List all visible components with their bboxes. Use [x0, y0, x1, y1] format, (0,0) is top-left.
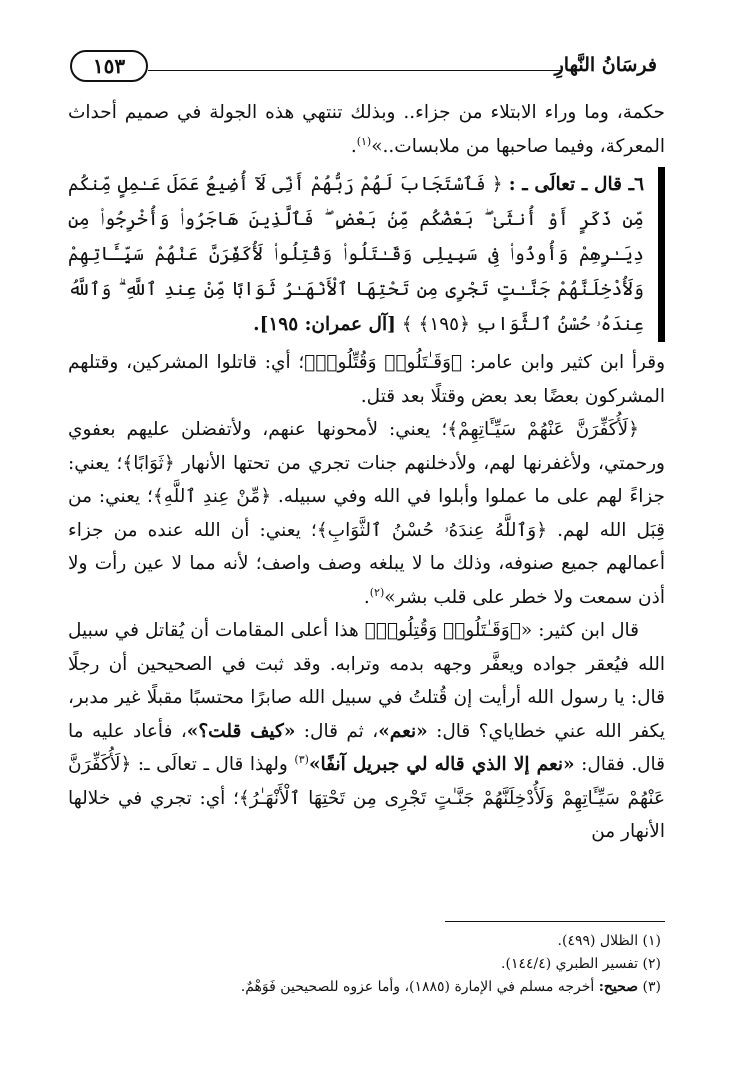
verse-reference: [آل عمران: ١٩٥].	[253, 314, 396, 335]
body-text	[68, 96, 665, 849]
verse-label: ٦ـ قال ـ تعالَى ـ :	[508, 174, 644, 195]
footnote-rule	[445, 921, 665, 922]
paragraph-2: وقرأ ابن كثير وابن عامر: ﴿وَقَـٰتَلُوا۟ وَقُتِّلُوا۟﴾؛ أي: قاتلوا المشركين، وقتلهم المشركون بعضًا بعد بعض وقتلًا بعد قتل.	[68, 352, 665, 407]
footnote-3: (٣) صحيح: أخرجه مسلم في الإمارة (١٨٨٥)، وأما عزوه للصحيحين فَوَهْمٌ.	[240, 979, 661, 995]
page-number: ١٥٣	[70, 50, 148, 82]
verse-text: ﴿ فَٱسْتَجَابَ لَهُمْ رَبُّهُمْ أَنِّى لَآ أُضِيعُ عَمَلَ عَـٰمِلٍ مِّنكُم مِّن ذَكَرٍ أَوْ أُنثَىٰ ۖ بَعْضُكُم مِّنۢ بَعْضٍ ۖ فَٱلَّذِينَ هَاجَرُوا۟ وَأُخْرِجُوا۟ مِن دِيَـٰرِهِمْ وَأُوذُوا۟ فِى سَبِيلِى وَقَـٰتَلُوا۟ وَقُتِلُوا۟ لَأُكَفِّرَنَّ عَنْهُمْ سَيِّـَٔاتِهِمْ وَلَأُدْخِلَنَّهُمْ جَنَّـٰتٍ تَجْرِى مِن تَحْتِهَا ٱلْأَنْهَـٰرُ ثَوَابًا مِّنْ عِندِ ٱللَّهِ ۗ وَٱللَّهُ عِندَهُۥ حُسْنُ ٱلثَّوَابِ ﴿١٩٥﴾ ﴾	[68, 174, 644, 335]
verse-box	[68, 167, 665, 342]
footnote-ref-1[interactable]: (١)	[356, 134, 372, 148]
paragraph-3: ﴿لَأُكَفِّرَنَّ عَنْهُمْ سَيِّـَٔاتِهِمْ﴾؛ يعني: لأمحونها عنهم، ولأتفضلن عليهم بعفوي ورحمتي، ولأغفرنها لهم، ولأدخلنهم جنات تجري من تحتها الأنهار ﴿ثَوَابًا﴾؛ يعني: جزاءً لهم على ما عملوا وأبلوا في الله وفي سبيله. ﴿مِّنْ عِندِ ٱللَّهِ﴾؛ يعني: من قِبَل الله لهم. ﴿وَٱللَّهُ عِندَهُۥ حُسْنُ ٱلثَّوَابِ﴾؛ يعني: أن الله عنده من جزاء أعمالهم جميع صنوفه، وذلك ما لا يبلغه وصف واصف؛ لأنه مما لا عين رأت ولا أذن سمعت ولا خطر على قلب بشر»$^{(٢)}$.	[68, 419, 665, 608]
running-title: فرسَانُ النَّهارِ	[554, 54, 657, 76]
paragraph-1: حكمة، وما وراء الابتلاء من جزاء.. وبذلك تنتهي هذه الجولة في صميم أحداث المعركة، وفيما صاحبها من ملابسات..»$^{(١)}$.	[68, 102, 665, 157]
footnote-ref-2[interactable]: (٢)	[369, 585, 385, 599]
paragraph-4: قال ابن كثير: «﴿وَقَـٰتَلُوا۟ وَقُتِلُوا۟﴾ هذا أعلى المقامات أن يُقاتل في سبيل الله فيُعقر جواده ويعفَّر وجهه بدمه وترابه. وقد ثبت في الصحيحين أن رجلًا قال: يا رسول الله أرأيت إن قُتلتُ في سبيل الله صابرًا محتسبًا مقبلًا غير مدبر، يكفر الله عني خطاياي؟ قال: «نعم»، ثم قال: «كيف قلت؟»، فأعاد عليه ما قال. فقال: «نعم إلا الذي قاله لي جبريل آنفًا»$^{(٣)}$ ولهذا قال ـ تعالَى ـ: ﴿لَأُكَفِّرَنَّ عَنْهُمْ سَيِّـَٔاتِهِمْ وَلَأُدْخِلَنَّهُمْ جَنَّـٰتٍ تَجْرِى مِن تَحْتِهَا ٱلْأَنْهَـٰرُ﴾؛ أي: تجري في خلالها الأنهار من	[68, 620, 666, 842]
footnote-1: (١) الظلال (٤٩٩).	[557, 933, 661, 949]
footnote-2: (٢) تفسير الطبري (١٤٤/٤).	[501, 956, 661, 972]
hadith-quote: «نعم إلا الذي قاله لي جبريل آنفًا»	[308, 754, 575, 775]
verse-paragraph	[68, 167, 644, 342]
footnotes	[80, 930, 661, 999]
footnote-ref-3[interactable]: (٣)	[294, 752, 309, 766]
header-rule	[148, 70, 561, 71]
